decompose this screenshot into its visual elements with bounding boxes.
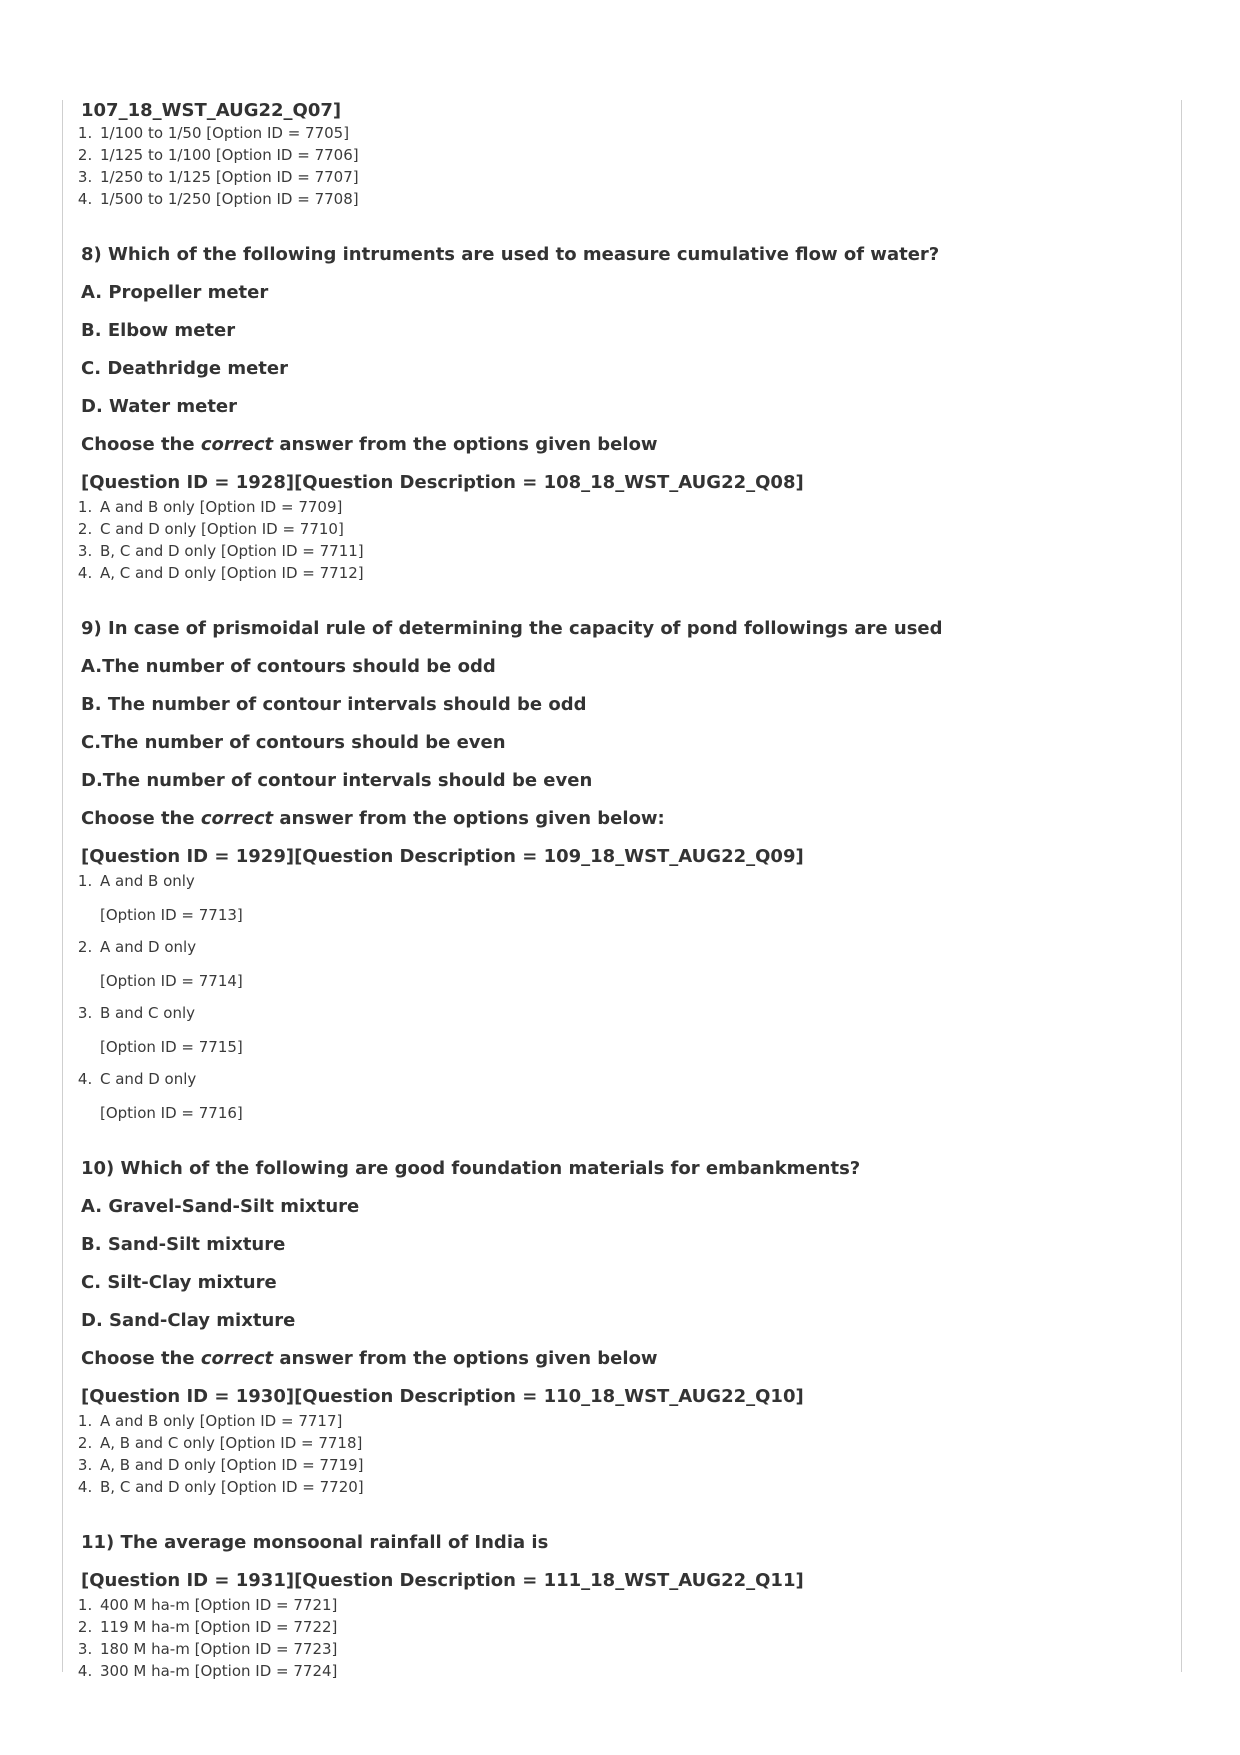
question-9-text: 9) In case of prismoidal rule of determining the capacity of pond followings are used bbox=[81, 618, 943, 639]
option bbox=[97, 1068, 1163, 1124]
choose-instruction bbox=[81, 434, 1163, 456]
choose-pre: Choose the bbox=[81, 434, 201, 455]
question-8-description: [Question ID = 1928][Question Description = 108_18_WST_AUG22_Q08] bbox=[81, 472, 804, 493]
option-id: [Option ID = 7715] bbox=[100, 1038, 243, 1056]
option: 3. B, C and D only [Option ID = 7711] bbox=[97, 540, 1163, 562]
page-frame bbox=[62, 100, 1182, 1680]
option: 1. 1/100 to 1/50 [Option ID = 7705] bbox=[97, 122, 1163, 144]
option-text: A and B only bbox=[100, 872, 195, 890]
question-10-description: [Question ID = 1930][Question Description = 110_18_WST_AUG22_Q10] bbox=[81, 1386, 804, 1407]
choose-post: answer from the options given below: bbox=[273, 808, 665, 829]
option: 3. 180 M ha-m [Option ID = 7723] bbox=[97, 1638, 1163, 1660]
statement: A. Gravel-Sand-Silt mixture bbox=[81, 1196, 360, 1217]
question-11-description: [Question ID = 1931][Question Description = 111_18_WST_AUG22_Q11] bbox=[81, 1570, 804, 1591]
choose-post: answer from the options given below bbox=[273, 1348, 658, 1369]
statement: A.The number of contours should be odd bbox=[81, 656, 496, 677]
question-10 bbox=[63, 1158, 1163, 1498]
choose-pre: Choose the bbox=[81, 1348, 201, 1369]
option: 4. B, C and D only [Option ID = 7720] bbox=[97, 1476, 1163, 1498]
choose-emphasis: correct bbox=[200, 434, 274, 455]
option: 3. 1/250 to 1/125 [Option ID = 7707] bbox=[97, 166, 1163, 188]
option: 2. 119 M ha-m [Option ID = 7722] bbox=[97, 1616, 1163, 1638]
option bbox=[97, 870, 1163, 926]
option-text: C and D only bbox=[100, 1070, 197, 1088]
option bbox=[97, 936, 1163, 992]
question-8-options bbox=[63, 496, 1163, 584]
question-9-options bbox=[63, 870, 1163, 1124]
statement: D. Sand-Clay mixture bbox=[81, 1310, 296, 1331]
option: 1. A and B only [Option ID = 7709] bbox=[97, 496, 1163, 518]
question-8-text: 8) Which of the following intruments are used to measure cumulative flow of water? bbox=[81, 244, 940, 265]
question-9 bbox=[63, 618, 1163, 1124]
question-7-description: 107_18_WST_AUG22_Q07] bbox=[81, 100, 342, 121]
statement: B. Elbow meter bbox=[81, 320, 236, 341]
choose-emphasis: correct bbox=[200, 1348, 274, 1369]
option-id: [Option ID = 7714] bbox=[100, 972, 243, 990]
statement: C.The number of contours should be even bbox=[81, 732, 506, 753]
option bbox=[97, 1002, 1163, 1058]
option: 4. 300 M ha-m [Option ID = 7724] bbox=[97, 1660, 1163, 1682]
statement: C. Deathridge meter bbox=[81, 358, 288, 379]
option: 4. A, C and D only [Option ID = 7712] bbox=[97, 562, 1163, 584]
statement: A. Propeller meter bbox=[81, 282, 269, 303]
choose-instruction bbox=[81, 808, 1163, 830]
option: 1. 400 M ha-m [Option ID = 7721] bbox=[97, 1594, 1163, 1616]
statement: D. Water meter bbox=[81, 396, 238, 417]
choose-instruction bbox=[81, 1348, 1163, 1370]
option-text: B and C only bbox=[100, 1004, 196, 1022]
option: 2. A, B and C only [Option ID = 7718] bbox=[97, 1432, 1163, 1454]
statement: B. The number of contour intervals should be odd bbox=[81, 694, 587, 715]
choose-pre: Choose the bbox=[81, 808, 201, 829]
question-8 bbox=[63, 244, 1163, 584]
option: 2. C and D only [Option ID = 7710] bbox=[97, 518, 1163, 540]
question-10-options bbox=[63, 1410, 1163, 1498]
option: 2. 1/125 to 1/100 [Option ID = 7706] bbox=[97, 144, 1163, 166]
statement: C. Silt-Clay mixture bbox=[81, 1272, 277, 1293]
question-11-text: 11) The average monsoonal rainfall of India is bbox=[81, 1532, 549, 1553]
question-11 bbox=[63, 1532, 1163, 1682]
page-content bbox=[63, 100, 1163, 1682]
statement: D.The number of contour intervals should be even bbox=[81, 770, 593, 791]
choose-post: answer from the options given below bbox=[273, 434, 658, 455]
option: 1. A and B only [Option ID = 7717] bbox=[97, 1410, 1163, 1432]
option-id: [Option ID = 7716] bbox=[100, 1104, 243, 1122]
option: 4. 1/500 to 1/250 [Option ID = 7708] bbox=[97, 188, 1163, 210]
question-11-options bbox=[63, 1594, 1163, 1682]
question-9-description: [Question ID = 1929][Question Description = 109_18_WST_AUG22_Q09] bbox=[81, 846, 804, 867]
question-7-options bbox=[63, 122, 1163, 210]
option: 3. A, B and D only [Option ID = 7719] bbox=[97, 1454, 1163, 1476]
option-text: A and D only bbox=[100, 938, 197, 956]
choose-emphasis: correct bbox=[200, 808, 274, 829]
question-10-text: 10) Which of the following are good foundation materials for embankments? bbox=[81, 1158, 861, 1179]
option-id: [Option ID = 7713] bbox=[100, 906, 243, 924]
statement: B. Sand-Silt mixture bbox=[81, 1234, 286, 1255]
